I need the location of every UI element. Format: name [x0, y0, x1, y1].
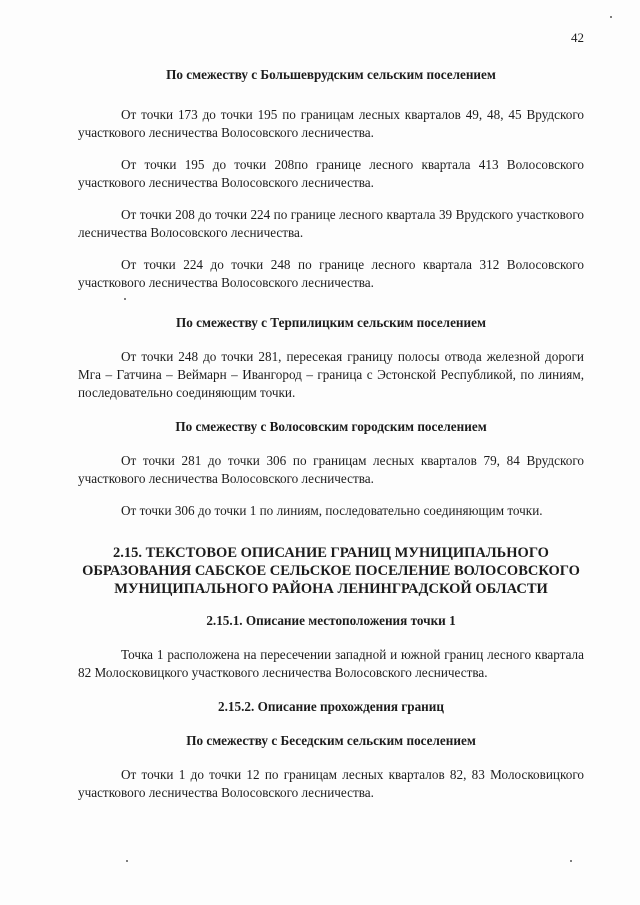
heading-volosovskoe: По смежеству с Волосовским городским поселением	[175, 419, 487, 434]
paragraph: От точки 248 до точки 281, пересекая границу полосы отвода железной дороги Мга – Гатчина – Веймарн – Ивангород – граница с Эстонской Республикой, по линиям, последовательно соединяющим точки.	[78, 349, 584, 400]
paragraph: От точки 306 до точки 1 по линиям, последовательно соединяющим точки.	[121, 503, 543, 518]
scan-speck	[570, 860, 572, 862]
subsection-title: 2.15.2. Описание прохождения границ	[218, 699, 444, 714]
paragraph: От точки 224 до точки 248 по границе лесного квартала 312 Волосовского участкового лесничества Волосовского лесничества.	[78, 257, 584, 290]
page-number: 42	[571, 30, 584, 45]
paragraph: От точки 208 до точки 224 по границе лесного квартала 39 Врудского участкового лесничества Волосовского лесничества.	[78, 207, 584, 240]
heading-besedskoe: По смежеству с Беседским сельским поселением	[186, 733, 476, 748]
scan-speck	[126, 860, 128, 862]
document-body	[78, 66, 584, 802]
paragraph: От точки 173 до точки 195 по границам лесных кварталов 49, 48, 45 Врудского участкового лесничества Волосовского лесничества.	[78, 107, 584, 140]
paragraph: Точка 1 расположена на пересечении западной и южной границ лесного квартала 82 Молосковицкого участкового лесничества Волосовского лесничества.	[78, 647, 584, 680]
paragraph: От точки 1 до точки 12 по границам лесных кварталов 82, 83 Молосковицкого участкового лесничества Волосовского лесничества.	[78, 767, 584, 800]
paragraph: От точки 281 до точки 306 по границам лесных кварталов 79, 84 Врудского участкового лесничества Волосовского лесничества.	[78, 453, 584, 486]
subsection-title: 2.15.1. Описание местоположения точки 1	[206, 613, 456, 628]
section-title: 2.15. ТЕКСТОВОЕ ОПИСАНИЕ ГРАНИЦ МУНИЦИПАЛЬНОГО ОБРАЗОВАНИЯ САБСКОЕ СЕЛЬСКОЕ ПОСЕЛЕНИЕ ВОЛОСОВСКОГО МУНИЦИПАЛЬНОГО РАЙОНА ЛЕНИНГРАДСКОЙ ОБЛАСТИ	[82, 545, 580, 597]
heading-terpilitskoe: По смежеству с Терпилицким сельским поселением	[176, 315, 486, 330]
heading-bolsheverudskoe: По смежеству с Большеврудским сельским поселением	[166, 67, 496, 82]
paragraph: От точки 195 до точки 208по границе лесного квартала 413 Волосовского участкового лесничества Волосовского лесничества.	[78, 157, 584, 190]
scan-speck	[610, 16, 612, 18]
